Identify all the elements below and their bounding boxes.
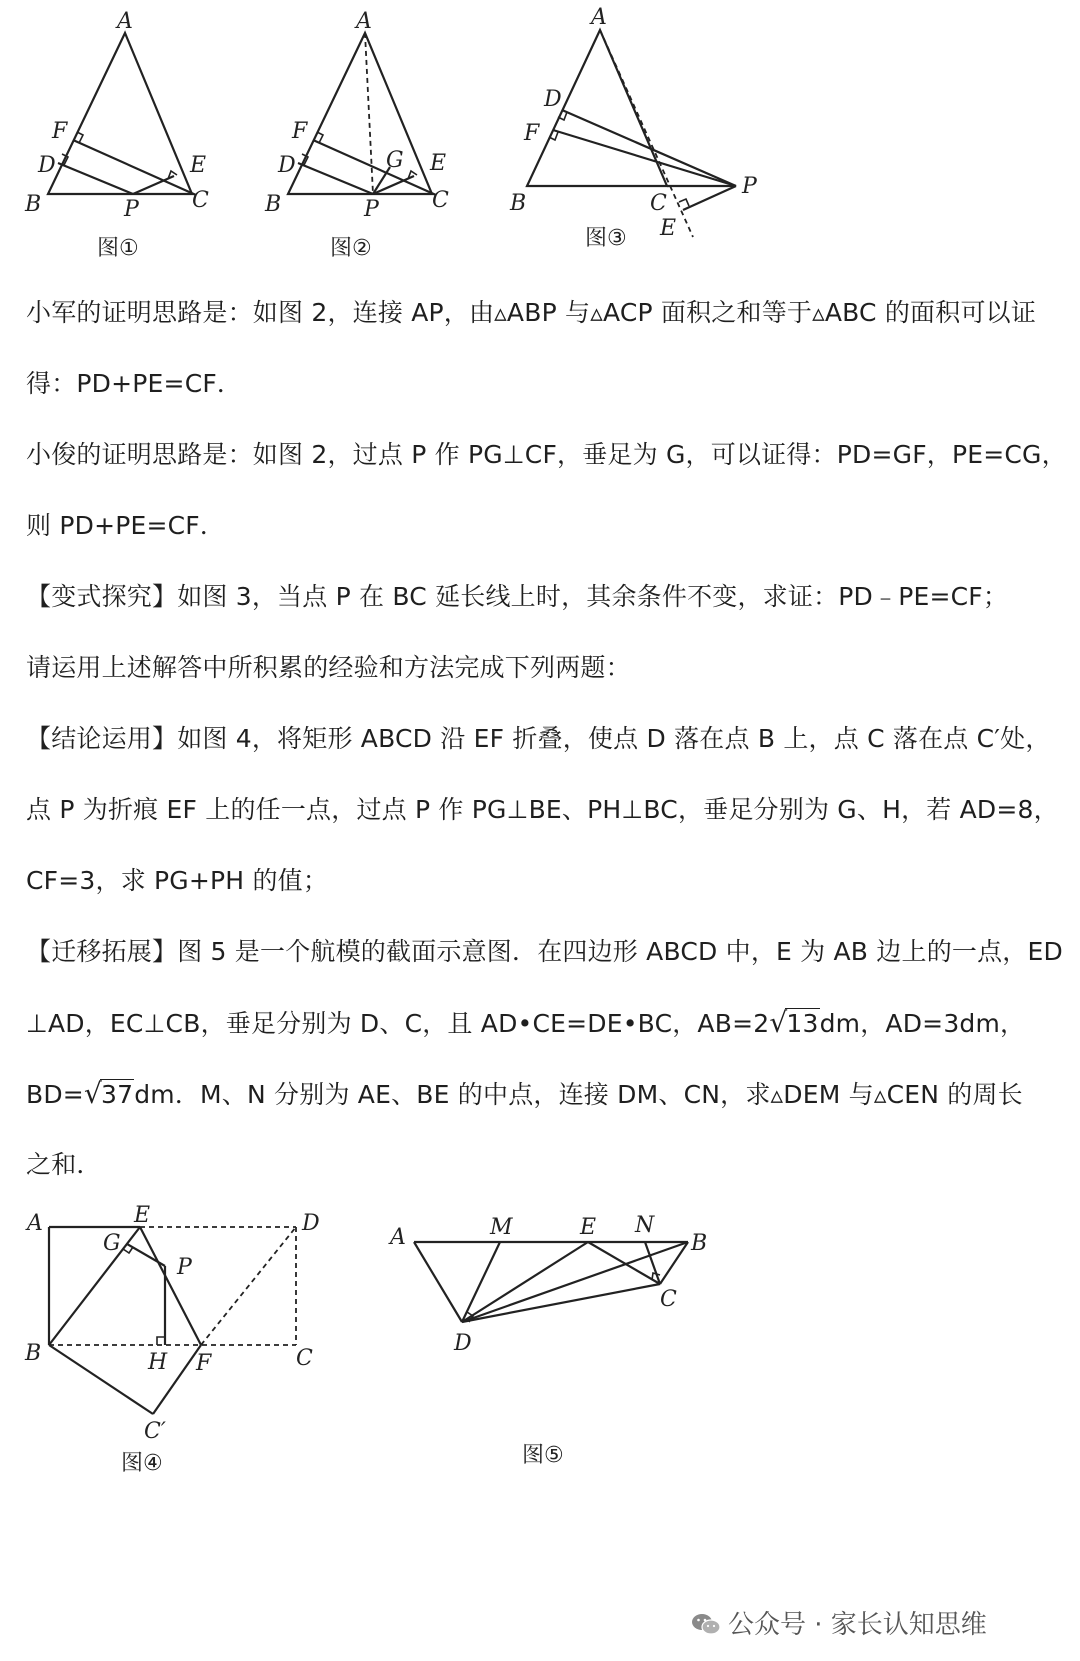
figure-4-diagram xyxy=(0,1200,360,1490)
fig3-label-e: E xyxy=(660,216,677,241)
fig1-label-c: C xyxy=(192,188,209,213)
figure-5 xyxy=(370,1200,750,1490)
figure-2 xyxy=(240,0,500,270)
fig2-label-f: F xyxy=(292,119,308,144)
fig4-label-p: P xyxy=(177,1255,192,1280)
radical-sign: √ xyxy=(769,1006,788,1039)
figure-3-diagram xyxy=(500,0,800,270)
figure-1 xyxy=(0,0,260,270)
fig3-label-d: D xyxy=(544,87,562,112)
fig3-label-a: A xyxy=(591,5,607,30)
fig2-label-a: A xyxy=(356,9,372,34)
text-line-3: 小俊的证明思路是：如图 2，过点 P 作 PG⊥CF，垂足为 G，可以证得：PD=GF，PE=CG， xyxy=(26,440,1067,469)
fig1-label-d: D xyxy=(38,153,56,178)
figure-4 xyxy=(0,1200,360,1490)
fig5-label-d: D xyxy=(454,1331,472,1356)
figure-2-diagram xyxy=(240,0,500,270)
fig5-label-e: E xyxy=(580,1215,597,1240)
radicand-37: 37 xyxy=(101,1080,134,1109)
fig4-label-c-prime: C′ xyxy=(144,1419,166,1444)
fig4-label-a: A xyxy=(27,1211,43,1236)
fig3-label-f: F xyxy=(524,121,540,146)
fig1-label-f: F xyxy=(52,119,68,144)
fig4-label-c: C xyxy=(296,1346,313,1371)
watermark-text: 公众号 · 家长认知思维 xyxy=(728,1610,987,1640)
fig5-label-a: A xyxy=(390,1225,406,1250)
fig4-label-b: B xyxy=(25,1341,42,1366)
text-line-9: CF=3，求 PG+PH 的值； xyxy=(26,866,329,895)
fig2-label-c: C xyxy=(432,188,449,213)
fig2-caption: 图② xyxy=(330,236,372,261)
fig3-label-b: B xyxy=(510,191,527,216)
fig4-caption: 图④ xyxy=(121,1451,163,1476)
fig2-label-b: B xyxy=(265,192,282,217)
fig1-label-p: P xyxy=(124,197,139,222)
fig5-label-m: M xyxy=(490,1215,513,1240)
text-line-4: 则 PD+PE=CF． xyxy=(26,511,226,540)
radical-sign: √ xyxy=(83,1077,102,1110)
text-line-11 xyxy=(26,1008,1025,1039)
text-line-1: 小军的证明思路是：如图 2，连接 AP，由▵ABP 与▵ACP 面积之和等于▵ABC 的面积可以证 xyxy=(26,298,1037,327)
text-line-6: 请运用上述解答中所积累的经验和方法完成下列两题： xyxy=(26,653,631,682)
fig1-label-e: E xyxy=(190,153,207,178)
fig2-label-e: E xyxy=(430,151,447,176)
text-line-7: 【结论运用】如图 4，将矩形 ABCD 沿 EF 折叠，使点 D 落在点 B 上，点 C 落在点 C′处， xyxy=(26,724,1051,753)
fig5-caption: 图⑤ xyxy=(522,1443,564,1468)
fig3-label-c: C xyxy=(650,191,667,216)
fig2-label-g: G xyxy=(386,148,404,173)
fig1-label-b: B xyxy=(25,192,42,217)
fig5-label-n: N xyxy=(635,1213,655,1238)
text-line-2: 得：PD+PE=CF． xyxy=(26,369,243,398)
figure-3 xyxy=(500,0,800,270)
fig1-caption: 图① xyxy=(97,236,139,261)
fig2-label-d: D xyxy=(278,153,296,178)
fig3-caption: 图③ xyxy=(585,226,627,251)
fig3-label-p: P xyxy=(742,174,757,199)
text-line-8: 点 P 为折痕 EF 上的任一点，过点 P 作 PG⊥BE、PH⊥BC，垂足分别为 G、H，若 AD=8， xyxy=(26,795,1059,824)
text-line-13: 之和． xyxy=(26,1150,102,1179)
fig5-label-b: B xyxy=(691,1231,708,1256)
text-line-11-part-a: ⊥AD，EC⊥CB，垂足分别为 D、C，且 AD•CE=DE•BC，AB=2 xyxy=(26,1009,770,1038)
watermark xyxy=(690,1604,987,1641)
fig4-label-h: H xyxy=(148,1350,168,1375)
sqrt-37 xyxy=(84,1079,134,1110)
fig4-label-e: E xyxy=(134,1203,151,1228)
figure-5-diagram xyxy=(370,1200,750,1490)
figure-1-diagram xyxy=(0,0,260,270)
text-line-11-part-b: dm，AD=3dm， xyxy=(819,1009,1026,1038)
fig4-label-d: D xyxy=(302,1211,320,1236)
text-line-12-part-a: BD= xyxy=(26,1080,84,1109)
text-line-10: 【迁移拓展】图 5 是一个航模的截面示意图．在四边形 ABCD 中，E 为 AB 边上的一点，ED xyxy=(26,937,1063,966)
fig5-label-c: C xyxy=(660,1287,677,1312)
sqrt-13 xyxy=(769,1008,819,1039)
text-line-12-part-b: dm．M、N 分别为 AE、BE 的中点，连接 DM、CN，求▵DEM 与▵CEN 的周长 xyxy=(134,1080,1023,1109)
fig2-label-p: P xyxy=(364,197,379,222)
wechat-icon xyxy=(690,1612,722,1636)
fig4-label-f: F xyxy=(196,1351,212,1376)
radicand-13: 13 xyxy=(786,1009,819,1038)
text-line-5: 【变式探究】如图 3，当点 P 在 BC 延长线上时，其余条件不变，求证：PD﹣PE=CF； xyxy=(26,582,1009,611)
fig4-label-g: G xyxy=(103,1231,121,1256)
text-line-12 xyxy=(26,1079,1023,1110)
fig1-label-a: A xyxy=(117,9,133,34)
